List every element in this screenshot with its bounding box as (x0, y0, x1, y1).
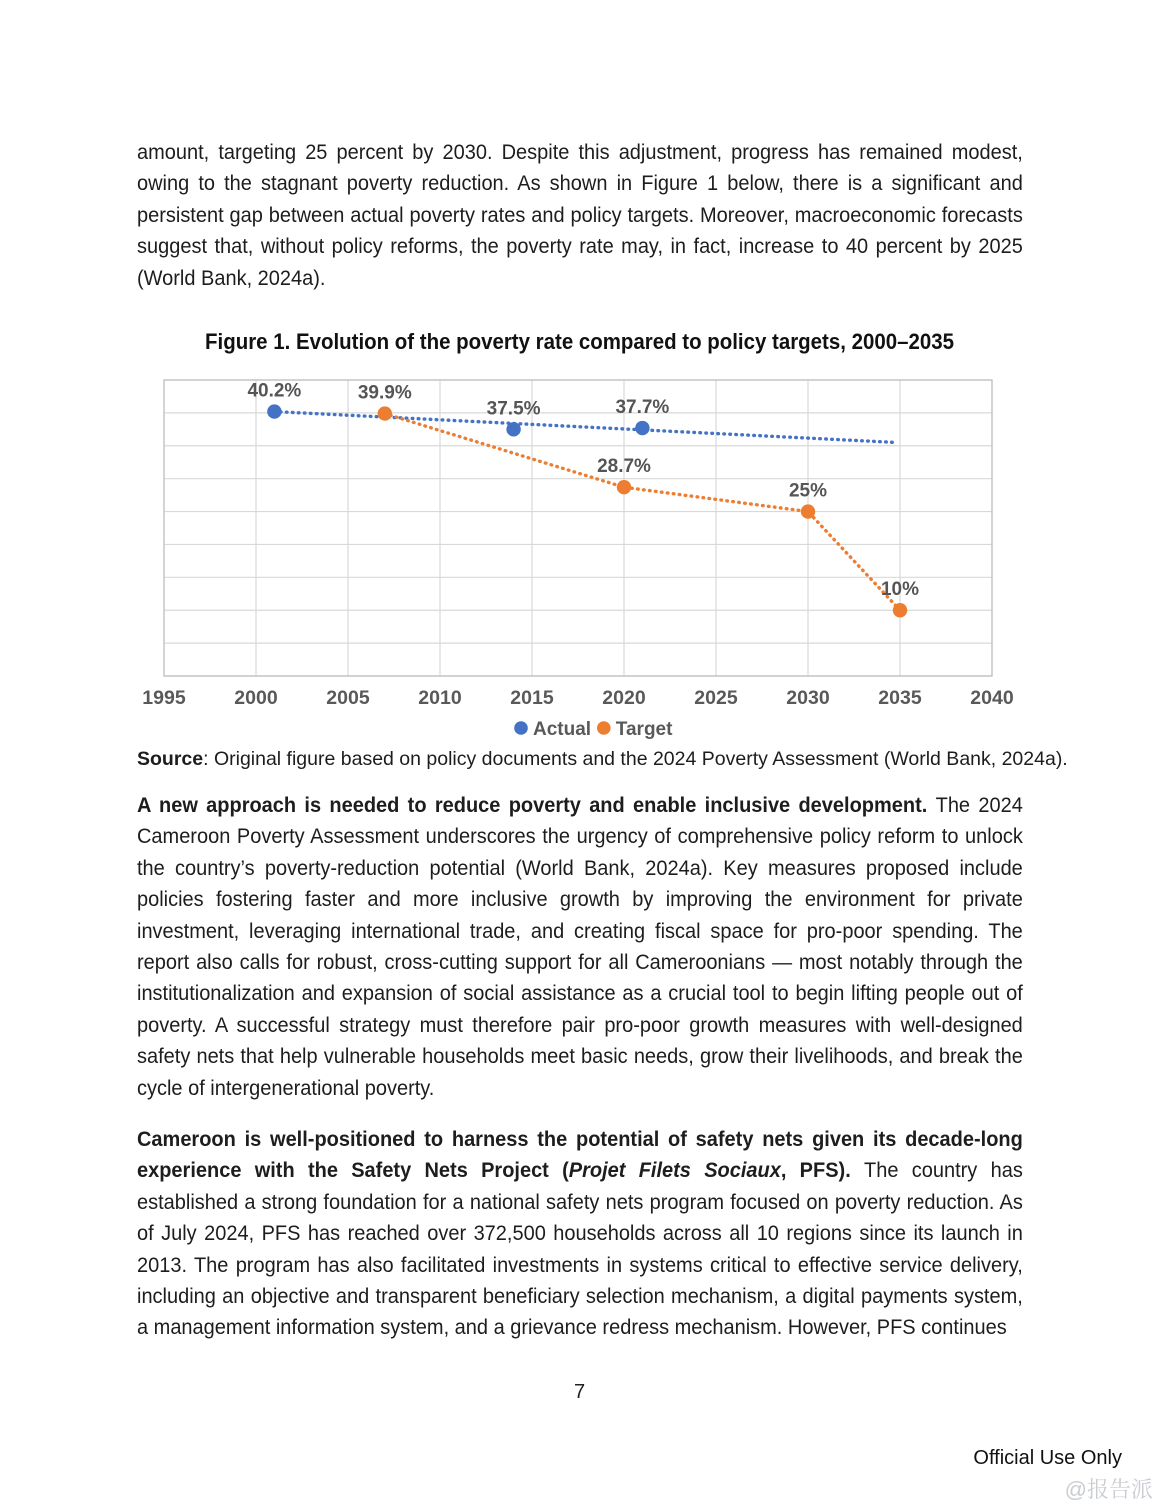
actual-data-point (635, 421, 649, 435)
x-axis-tick-label: 2030 (786, 687, 830, 709)
actual-trendline (274, 412, 896, 443)
chart-canvas (140, 370, 1040, 745)
poverty-rate-chart (140, 370, 1040, 745)
paragraph-poverty-gap (137, 137, 1023, 294)
legend-label-target: Target (615, 719, 673, 740)
data-label: 39.9% (357, 382, 412, 404)
x-axis-tick-label: 2000 (234, 687, 278, 709)
legend-label-actual: Actual (533, 719, 592, 740)
watermark: @报告派 (1064, 1477, 1153, 1500)
target-data-point (893, 603, 907, 617)
data-label: 10% (880, 579, 920, 601)
figure-source (137, 748, 1068, 771)
source-text: : Original figure based on policy documents and the 2024 Poverty Assessment (World Bank, 2024a). (203, 748, 1068, 770)
target-data-point (617, 480, 631, 494)
x-axis-tick-label: 2010 (418, 687, 462, 709)
figure-title: Figure 1. Evolution of the poverty rate compared to policy targets, 2000–2035 (205, 329, 954, 354)
legend-marker-target (597, 721, 611, 735)
plot-border (164, 380, 992, 676)
legend-marker-actual (514, 721, 528, 735)
data-label: 25% (788, 480, 828, 502)
data-label: 37.7% (615, 397, 670, 419)
target-data-point (801, 504, 815, 518)
paragraph-safety-nets (137, 1124, 1023, 1344)
x-axis-tick-label: 2035 (878, 687, 922, 709)
data-label: 28.7% (597, 456, 651, 478)
x-axis-tick-label: 2015 (510, 687, 554, 709)
text-segment: The 2024 Cameroon Poverty Assessment underscores the urgency of comprehensive policy reform to unlock the country’s poverty-reduction potential (World Bank, 2024a). Key measures proposed include policies fostering faster and more inclusive growth by improving the environment for private investment, leveraging international trade, and creating fiscal space for pro-poor spending. The report also calls for robust, cross-cutting support for all Cameroonians — most notably through the institutionalization and expansion of social assistance as a crucial tool to begin lifting people out of poverty. A successful strategy must therefore pair pro-poor growth measures with well-designed safety nets that help vulnerable households meet basic needs, grow their livelihoods, and break the cycle of intergenerational poverty. (137, 793, 1023, 1100)
x-axis-tick-label: 2040 (970, 687, 1014, 709)
x-axis-tick-label: 2005 (326, 687, 370, 709)
actual-data-point (267, 404, 281, 418)
data-label: 40.2% (247, 380, 302, 402)
page-number: 7 (573, 1381, 586, 1403)
text-segment: The country has established a strong foundation for a national safety nets program focused on poverty reduction. As of July 2024, PFS has reached over 372,500 households across all 10 regions since its launch in 2013. The program has also facilitated investments in systems critical to effective service delivery, including an objective and transparent beneficiary selection mechanism, a digital payments system, a management information system, and a grievance redress mechanism. However, PFS continues (137, 1158, 1023, 1340)
text-segment: Cameroon is well-positioned to harness the potential of safety nets given its decade-long experience with the Safety Nets Project ( (137, 1127, 1023, 1183)
data-label: 37.5% (486, 398, 541, 420)
source-label: Source (137, 748, 204, 770)
paragraph-new-approach (137, 790, 1023, 1104)
text-segment: A new approach is needed to reduce poverty and enable inclusive development. (137, 793, 936, 817)
text-segment: amount, targeting 25 percent by 2030. Despite this adjustment, progress has remained modest, owing to the stagnant poverty reduction. As shown in Figure 1 below, there is a significant and persistent gap between actual poverty rates and policy targets. Moreover, macroeconomic forecasts suggest that, without policy reforms, the poverty rate may, in fact, increase to 40 percent by 2025 (World Bank, 2024a). (137, 140, 1023, 290)
actual-data-point (506, 422, 520, 436)
text-segment: , PFS). (780, 1158, 865, 1183)
x-axis-tick-label: 2020 (602, 687, 646, 709)
x-axis-tick-label: 2025 (694, 687, 738, 709)
target-data-point (378, 406, 392, 420)
x-axis-tick-label: 1995 (142, 687, 186, 709)
footer-classification: Official Use Only (973, 1447, 1122, 1469)
text-segment: Projet Filets Sociaux (568, 1158, 781, 1183)
